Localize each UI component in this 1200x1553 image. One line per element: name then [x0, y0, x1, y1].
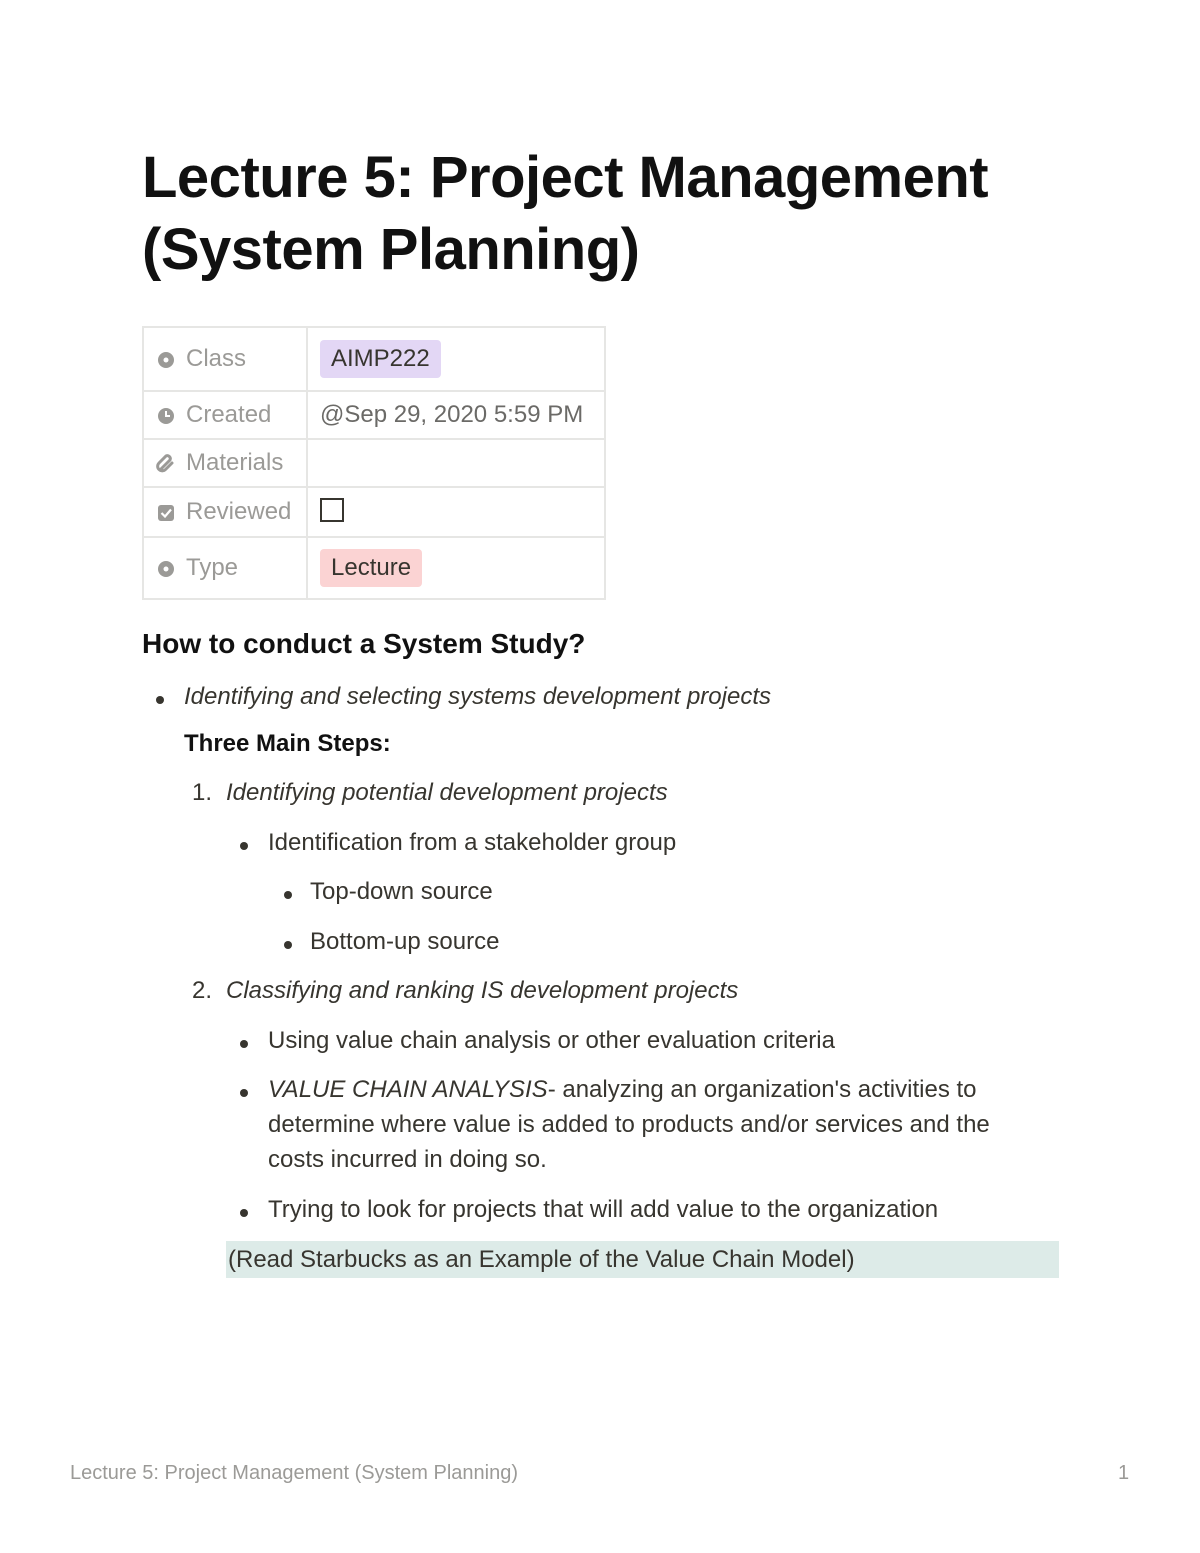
- value-chain-term: VALUE CHAIN ANALYSIS: [268, 1076, 548, 1103]
- section-heading: How to conduct a System Study?: [142, 628, 586, 659]
- properties-table: [142, 326, 606, 600]
- bullet-item-continuation: determine where value is added to products and/or services and the: [268, 1111, 990, 1138]
- property-label-created: Created: [186, 401, 272, 428]
- bullet-item: Identifying and selecting systems development projects: [184, 683, 771, 710]
- checkbox-icon: [156, 502, 176, 522]
- numbered-item: Identifying potential development projects: [226, 779, 668, 806]
- page-title-line-1: Lecture 5: Project Management: [142, 145, 989, 210]
- property-row-reviewed: [143, 487, 605, 537]
- class-tag[interactable]: AIMP222: [320, 340, 441, 378]
- bullet-dot: [240, 842, 248, 850]
- list-number: 2.: [192, 977, 213, 1004]
- property-value-cell[interactable]: [307, 487, 605, 537]
- bullet-dot: [240, 1209, 248, 1217]
- footer-title: Lecture 5: Project Management (System Planning): [70, 1462, 518, 1484]
- list-number: 1.: [192, 779, 213, 806]
- type-tag[interactable]: Lecture: [320, 549, 422, 587]
- property-label-cell: [143, 439, 307, 487]
- bullet-item: Bottom-up source: [310, 928, 500, 955]
- property-value-cell[interactable]: [307, 327, 605, 391]
- property-value-cell[interactable]: [307, 439, 605, 487]
- circle-icon: [156, 349, 176, 369]
- property-label-cell: [143, 327, 307, 391]
- value-chain-definition: - analyzing an organization's activities to: [547, 1076, 977, 1103]
- bullet-dot: [240, 1040, 248, 1048]
- circle-icon: [156, 558, 176, 578]
- property-label-cell: [143, 537, 307, 599]
- property-label-cell: [143, 487, 307, 537]
- property-row-materials: [143, 439, 605, 487]
- numbered-item: Classifying and ranking IS development projects: [226, 977, 739, 1004]
- created-date: @Sep 29, 2020 5:59 PM: [320, 401, 584, 428]
- property-label-class: Class: [186, 345, 247, 372]
- bullet-dot: [284, 891, 292, 899]
- bullet-dot: [284, 941, 292, 949]
- bullet-item-continuation: costs incurred in doing so.: [268, 1146, 547, 1173]
- reviewed-checkbox[interactable]: [320, 498, 344, 522]
- clock-icon: [156, 405, 176, 425]
- page-title-line-2: (System Planning): [142, 217, 640, 282]
- bullet-dot: [156, 696, 164, 704]
- page-number: 1: [1118, 1462, 1130, 1484]
- property-row-type: [143, 537, 605, 599]
- property-label-materials: Materials: [186, 449, 284, 476]
- highlighted-note: (Read Starbucks as an Example of the Value Chain Model): [226, 1241, 1059, 1278]
- property-label-reviewed: Reviewed: [186, 498, 292, 525]
- property-row-class: [143, 327, 605, 391]
- paperclip-icon: [156, 453, 176, 473]
- property-row-created: [143, 391, 605, 439]
- bullet-dot: [240, 1089, 248, 1097]
- property-label-cell: [143, 391, 307, 439]
- bullet-item: Trying to look for projects that will add value to the organization: [268, 1196, 939, 1223]
- bullet-item: Identification from a stakeholder group: [268, 829, 677, 856]
- property-label-type: Type: [186, 554, 239, 581]
- property-value-cell[interactable]: [307, 391, 605, 439]
- three-steps-label: Three Main Steps:: [184, 730, 391, 757]
- bullet-item: Top-down source: [310, 878, 493, 905]
- property-value-cell[interactable]: [307, 537, 605, 599]
- bullet-item: [268, 1072, 977, 1108]
- bullet-item: Using value chain analysis or other evaluation criteria: [268, 1027, 835, 1054]
- page-title: [142, 142, 1102, 286]
